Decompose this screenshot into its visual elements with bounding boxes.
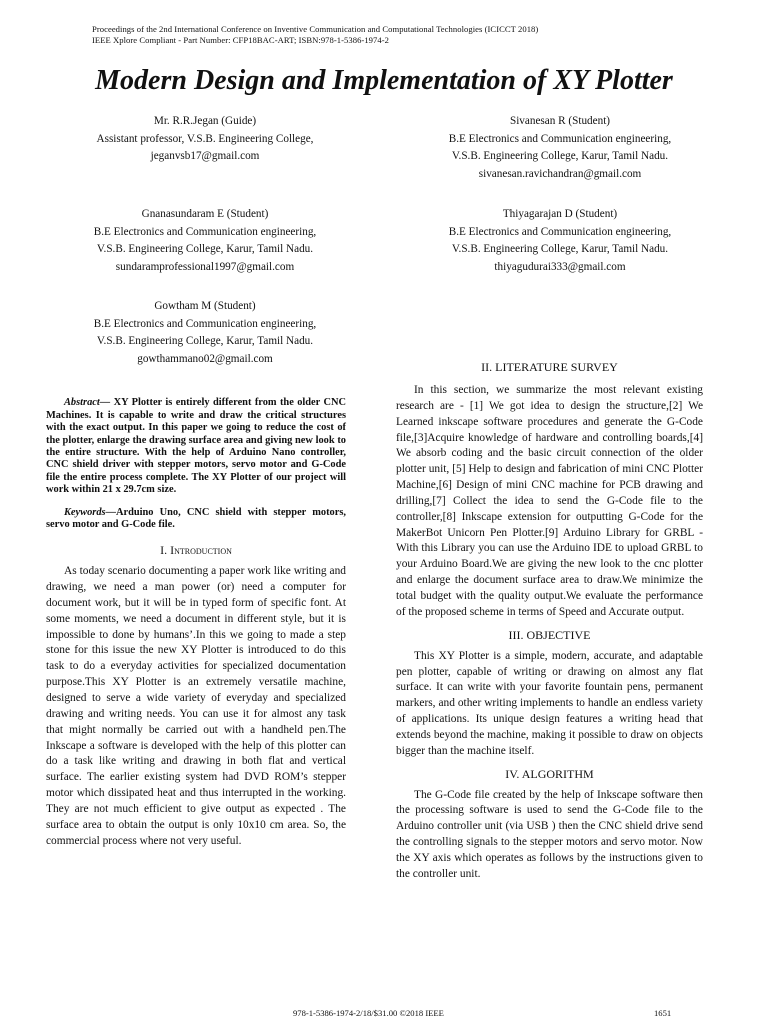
abstract-text: XY Plotter is entirely different from the older CNC Machines. It is capable to write and draw the critical structures with the exact output. In this paper we going to reduce the cost of the plotter, enlarge the drawing surface area and giving new look to the entire structure. With the help of Arduino Nano controller, CNC shield driver with stepper motors, servo motor and G-Code file the entire process complete. The XY Plotter of our project will work within 21 x 29.7cm size. [46,397,346,496]
literature-survey-body [396,383,703,621]
author-email: sundaramprofessional1997@gmail.com [115,260,295,273]
author-college: V.S.B. Engineering College, Karur, Tamil Nadu. [96,335,314,347]
right-column [396,359,703,883]
left-column [46,387,346,849]
section-heading-algorithm: IV. ALGORITHM [505,766,594,781]
keywords-label: Keywords— [64,507,116,519]
paper-title: Modern Design and Implementation of XY Plotter [95,65,673,96]
author-block-sivanesan [425,113,695,183]
section-heading-introduction [46,542,346,558]
footer-copyright: 978-1-5386-1974-2/18/$31.00 ©2018 IEEE [293,1008,444,1018]
author-name: Sivanesan R (Student) [509,115,611,127]
page-number: 1651 [654,1008,672,1018]
author-email: sivanesan.ravichandran@gmail.com [478,167,642,180]
author-affiliation: Assistant professor, V.S.B. Engineering College, [96,132,314,145]
author-name: Thiyagarajan D (Student) [502,208,618,220]
abstract [46,397,346,496]
author-college: V.S.B. Engineering College, Karur, Tamil Nadu. [96,243,314,255]
author-name: Gnanasundaram E (Student) [141,208,269,220]
author-email: gowthammano02@gmail.com [137,352,273,365]
author-affiliation: B.E Electronics and Communication engineering, [93,317,317,330]
section-heading-objective: III. OBJECTIVE [508,627,591,642]
keywords [46,507,346,532]
section-heading-literature-survey: II. LITERATURE SURVEY [481,360,618,374]
author-name: Gowtham M (Student) [154,300,256,312]
introduction-body [46,564,346,849]
author-email: jeganvsb17@gmail.com [150,150,260,162]
objective-body [396,649,703,760]
isbn-line: IEEE Xplore Compliant - Part Number: CFP18BAC-ART; ISBN:978-1-5386-1974-2 [92,35,389,45]
keywords-text: Arduino Uno, CNC shield with stepper motors, servo motor and G-Code file. [46,507,346,531]
abstract-label: Abstract— [64,397,111,409]
author-block-gowtham [70,298,340,368]
author-block-thiyagarajan [425,206,695,276]
algorithm-body [396,788,703,883]
proceedings-line: Proceedings of the 2nd International Conference on Inventive Communication and Computational Technologies (ICICCT 2018) [92,24,539,34]
author-college: V.S.B. Engineering College, Karur, Tamil Nadu. [451,150,669,162]
objective-paragraph: This XY Plotter is a simple, modern, accurate, and adaptable pen plotter, capable of writing or drawing on almost any flat surface. It can write with your favorite fountain pens, permanent markers, and other writing implements to handle an endless variety of applications. Its unique design features a writing head that extends beyond the machine, making it possible to draw on objects bigger than the machine itself. [396,649,703,757]
introduction-paragraph: As today scenario documenting a paper work like writing and drawing, we need a man power (or) need a computer for document work, but it will be in typed form of specific font. At some moments, we need a document in different style, but it is impossible to done by humans’.In this we going to made a step stone for this issue the new XY Plotter is introduced to do this task to do a everyday activities for specialized documentation purpose.This XY Plotter is an extremely versatile machine, designed to serve a wide variety of everyday and specialized drawing and writing needs. You can use it for almost any task that might normally be carried out with a handheld pen.The Inkscape a software is developed with the help of this plotter can do a task like writing and drawing in both flat and vertical surface. The earlier existing system had DVD ROM’s stepper motor which dissipated heat and thus interrupted in the working. They are not much efficient to give output as expected . The surface area to obtain the output is only 10x10 cm area. So, the commercial process where not very useful. [46,565,346,847]
author-affiliation: B.E Electronics and Communication engineering, [93,225,317,238]
author-name: Mr. R.R.Jegan (Guide) [153,115,257,127]
author-block-jegan [70,113,340,166]
author-block-gnanasundaram [70,206,340,276]
literature-survey-paragraph: In this section, we summarize the most relevant existing research are - [1] We got idea to design the structure,[2] We Learned inkscape software procedures and generate the G-Code file,[3]Acquire knowledge of hardware and controlling boards,[4] We absorb coding and the basic circuit connection of the older plotter unit, [5] Help to design and fabrication of mini CNC Plotter Machine,[6] Design of mini CNC machine for PCB drawing and drilling,[7] Collect the idea to send the G-Code file to the controller,[8] Inkscape extension for outputting G-Code for the MakerBot Unicorn Pen Plotter.[9] Arduino Library for GRBL - With this Library you can use the Arduino IDE to upload GRBL to your Arduino Board.We are giving the new look to the cnc plotter and enlarge the document surface area to draw.We minimize the total budget with the quality output.We evaluate the performance of the proposed scheme in terms of Speed and Accurate output. [396,384,703,618]
section-title: Introduction [170,543,232,558]
author-affiliation: B.E Electronics and Communication engineering, [448,132,672,145]
author-affiliation: B.E Electronics and Communication engineering, [448,225,672,238]
algorithm-paragraph: The G-Code file created by the help of Inkscape software then the processing software is used to send the G-Code file to the Arduino controller unit (via USB ) then the CNC shield drive send the controlling signals to the stepper motors and servo motor. Now the XY axis which operates as follows by the instructions given to the controller unit. [396,788,703,880]
author-email: thiyagudurai333@gmail.com [494,260,626,273]
proceedings-header [92,24,538,46]
section-number: I. [160,543,171,558]
author-college: V.S.B. Engineering College, Karur, Tamil Nadu. [451,243,669,255]
